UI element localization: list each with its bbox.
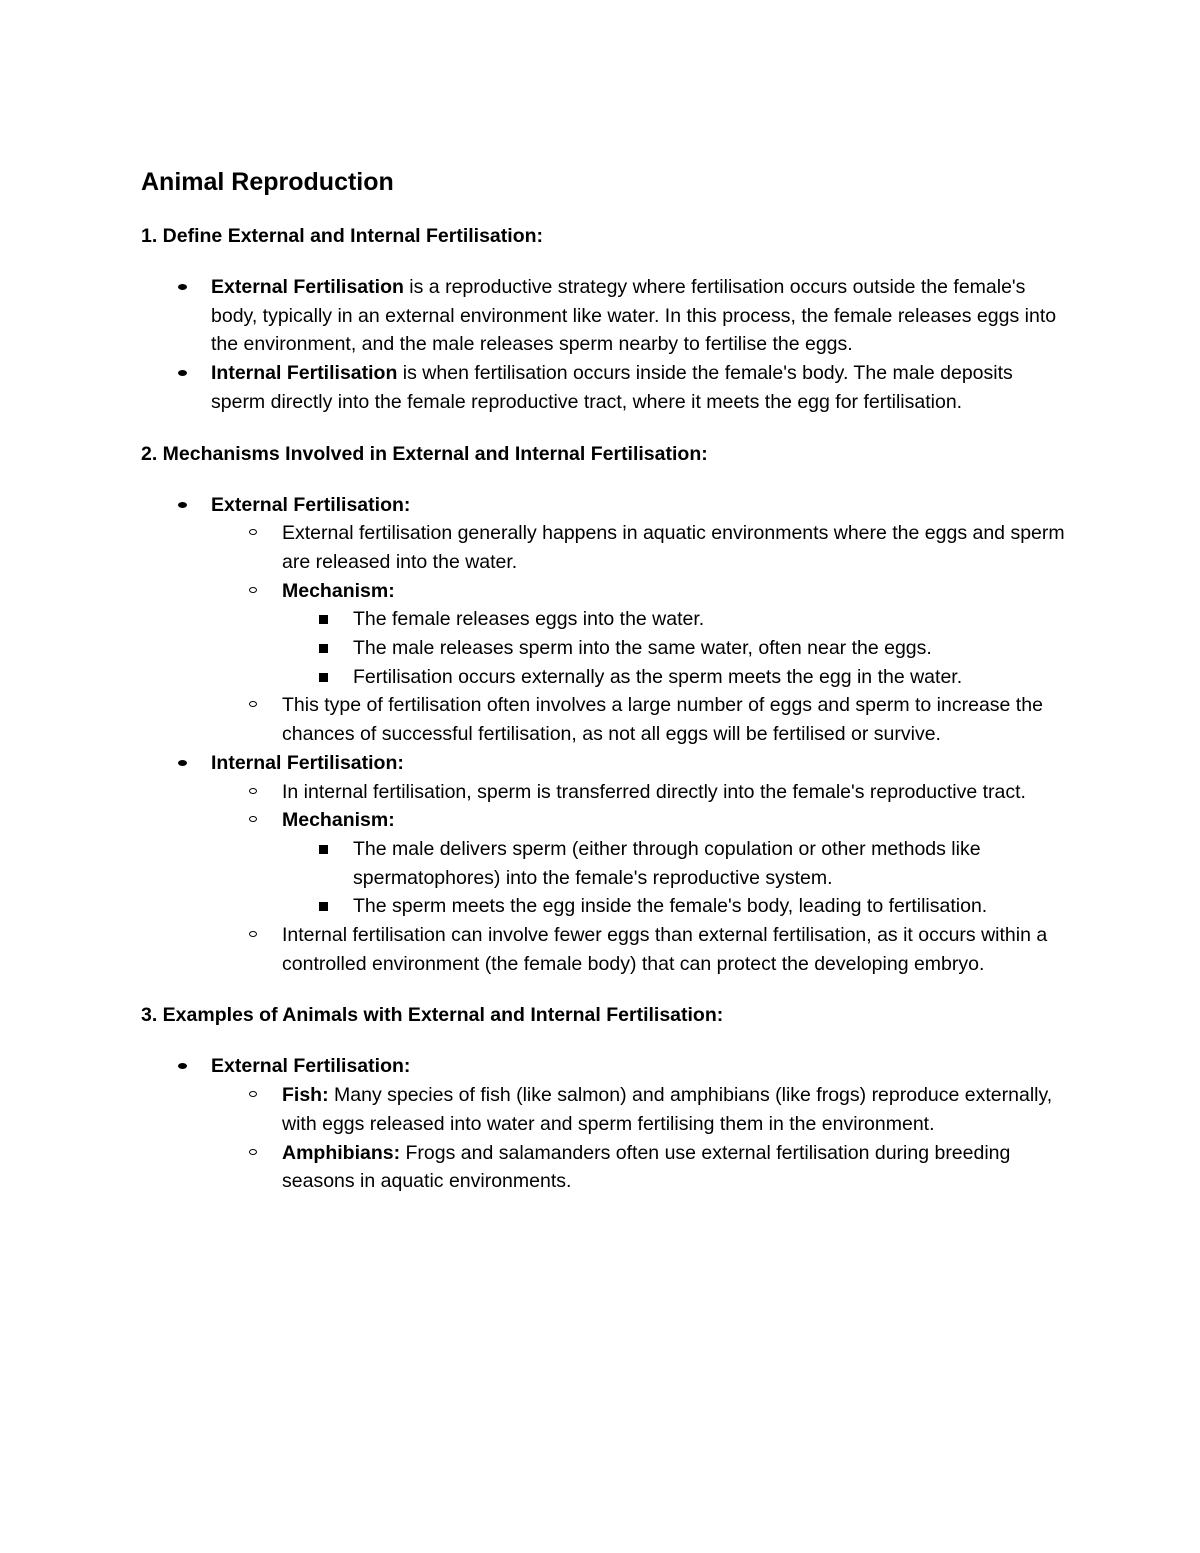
list-item bbox=[211, 778, 1071, 807]
bullet-circle-icon bbox=[249, 931, 257, 937]
document-page bbox=[141, 166, 1071, 1196]
list-item bbox=[141, 491, 1071, 749]
bullet-square-icon bbox=[319, 673, 328, 682]
sub-sub-list bbox=[211, 605, 1071, 691]
item-text: This type of fertilisation often involves a large number of eggs and sperm to increase the chances of successful fertilisation, as not all eggs will be fertilised or survive. bbox=[282, 694, 1043, 746]
bullet-disc-icon bbox=[178, 1063, 187, 1069]
bullet-list bbox=[141, 491, 1071, 979]
list-item bbox=[141, 749, 1071, 979]
term: External Fertilisation bbox=[211, 276, 404, 298]
list-item bbox=[211, 1139, 1071, 1196]
bullet-disc-icon bbox=[178, 760, 187, 766]
bullet-circle-icon bbox=[249, 1149, 257, 1155]
bullet-circle-icon bbox=[249, 529, 257, 535]
sub-list bbox=[141, 1081, 1071, 1196]
bullet-list bbox=[141, 273, 1071, 417]
bullet-square-icon bbox=[319, 644, 328, 653]
bullet-square-icon bbox=[319, 902, 328, 911]
section-heading: 1. Define External and Internal Fertilisation: bbox=[141, 225, 544, 247]
subheading: Internal Fertilisation: bbox=[211, 751, 404, 774]
list-item bbox=[282, 634, 1071, 663]
list-item bbox=[141, 273, 1071, 359]
item-text: Many species of fish (like salmon) and amphibians (like frogs) reproduce externally, with eggs released into water and sperm fertilising them in the environment. bbox=[282, 1084, 1053, 1135]
list-item bbox=[211, 1081, 1071, 1138]
bullet-square-icon bbox=[319, 845, 328, 854]
subheading: External Fertilisation: bbox=[211, 493, 411, 516]
item-text: In internal fertilisation, sperm is transferred directly into the female's reproductive tract. bbox=[282, 780, 1026, 803]
section-heading: 2. Mechanisms Involved in External and Internal Fertilisation: bbox=[141, 442, 708, 465]
item-text: The female releases eggs into the water. bbox=[353, 608, 705, 631]
bullet-disc-icon bbox=[178, 370, 187, 376]
bullet-circle-icon bbox=[249, 701, 257, 707]
item-text: Internal fertilisation can involve fewer eggs than external fertilisation, as it occurs within a controlled environment (the female body) that can protect the developing embryo. bbox=[282, 924, 1048, 975]
item-text: Frogs and salamanders often use external fertilisation during breeding seasons in aquatic environments. bbox=[282, 1141, 1011, 1193]
item-text: The male delivers sperm (either through copulation or other methods like spermatophores) into the female's reproductive system. bbox=[353, 837, 981, 889]
list-item bbox=[211, 577, 1071, 692]
section-mechanisms bbox=[141, 440, 1071, 979]
sub-list bbox=[141, 778, 1071, 979]
item-text: Fertilisation occurs externally as the sperm meets the egg in the water. bbox=[353, 665, 963, 688]
bullet-circle-icon bbox=[249, 816, 257, 822]
bullet-circle-icon bbox=[249, 1091, 257, 1097]
bullet-disc-icon bbox=[178, 502, 187, 508]
term: Amphibians: bbox=[282, 1141, 401, 1164]
list-item bbox=[282, 605, 1071, 634]
sub-list bbox=[141, 519, 1071, 749]
section-examples bbox=[141, 1001, 1071, 1196]
list-item bbox=[282, 835, 1071, 892]
bullet-list bbox=[141, 1052, 1071, 1196]
definition-text: is a reproductive strategy where fertilisation occurs outside the female's body, typically in an external environment like water. In this process, the female releases eggs into the environment, and the male releases sperm nearby to fertilise the eggs. bbox=[211, 276, 1057, 356]
list-item bbox=[211, 691, 1071, 748]
bullet-disc-icon bbox=[178, 284, 187, 290]
bullet-circle-icon bbox=[249, 788, 257, 794]
section-heading: 3. Examples of Animals with External and Internal Fertilisation: bbox=[141, 1004, 724, 1027]
bullet-circle-icon bbox=[249, 587, 257, 593]
item-text: External fertilisation generally happens in aquatic environments where the eggs and sperm are released into the water. bbox=[282, 522, 1065, 573]
subheading: External Fertilisation: bbox=[211, 1055, 411, 1078]
subheading: Mechanism: bbox=[282, 809, 395, 832]
subheading: Mechanism: bbox=[282, 579, 395, 602]
definition-text: is when fertilisation occurs inside the female's body. The male deposits sperm directly into the female reproductive tract, where it meets the egg for fertilisation. bbox=[211, 362, 1013, 413]
bullet-square-icon bbox=[319, 615, 328, 624]
section-definitions bbox=[141, 222, 1071, 417]
document-title: Animal Reproduction bbox=[141, 168, 394, 196]
term: Fish: bbox=[282, 1084, 329, 1107]
item-text: The sperm meets the egg inside the female's body, leading to fertilisation. bbox=[353, 895, 988, 918]
term: Internal Fertilisation bbox=[211, 362, 398, 385]
list-item bbox=[141, 1052, 1071, 1196]
list-item bbox=[211, 519, 1071, 576]
item-text: The male releases sperm into the same water, often near the eggs. bbox=[353, 637, 932, 660]
sub-sub-list bbox=[211, 835, 1071, 921]
list-item bbox=[282, 663, 1071, 692]
list-item bbox=[211, 921, 1071, 978]
list-item bbox=[141, 359, 1071, 416]
list-item bbox=[282, 892, 1071, 921]
list-item bbox=[211, 806, 1071, 921]
